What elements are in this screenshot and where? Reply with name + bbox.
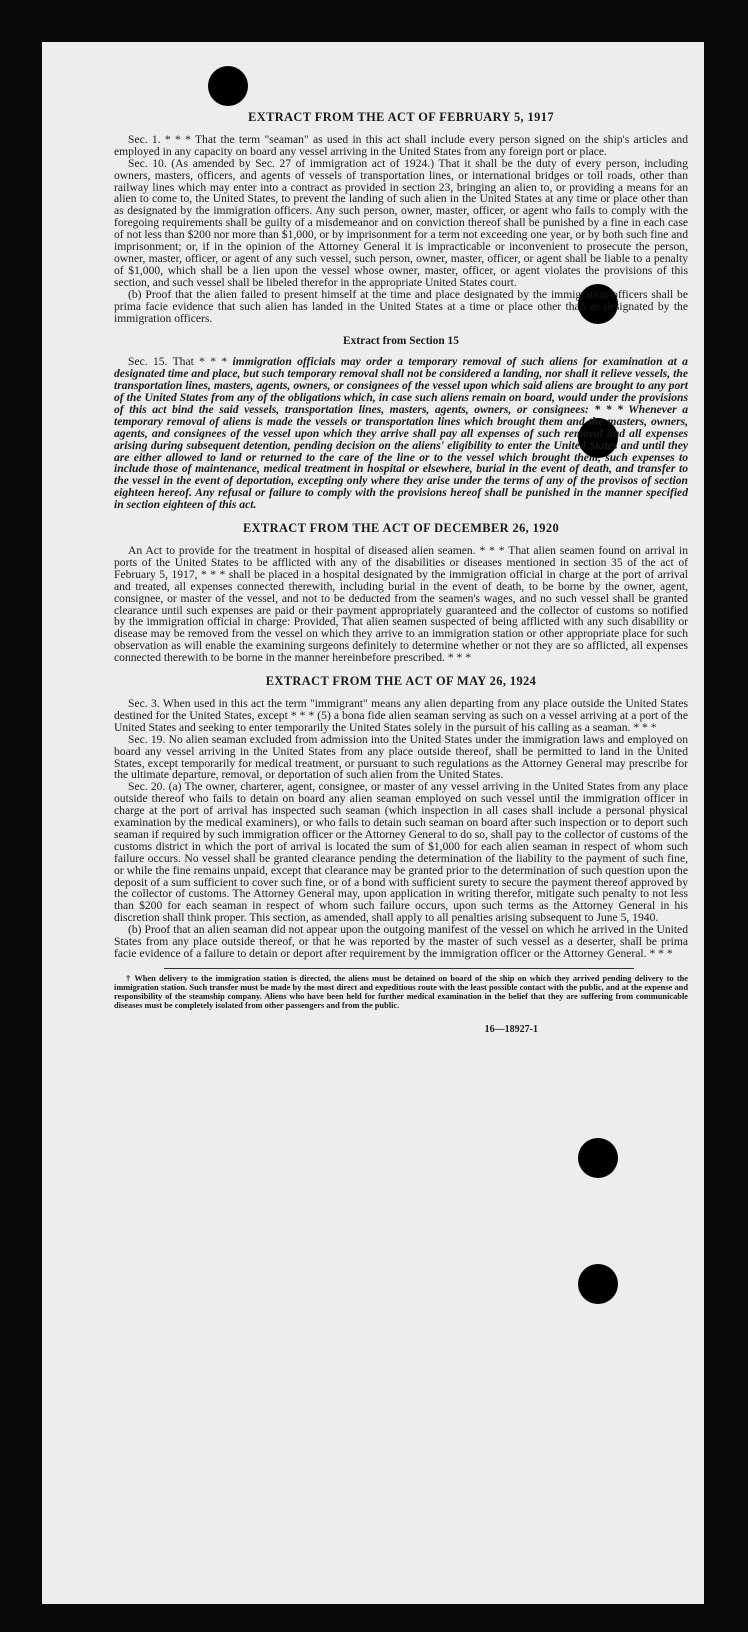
paragraph-sec-20-a: Sec. 20. (a) The owner, charterer, agent, consignee, or master of any vessel arriving in the United States from any place outside thereof who fails to detain on board any alien seaman employed on such vessel until the immigration officer in charge at the port of arrival has inspected such seaman (which inspection in all cases shall include a personal physical examination by the medical examiners), or who fails to detain such seaman on board after such inspection or to deport such seaman if required by such immigration officer or the Attorney General to do so, shall pay to the collector of customs of the customs district in which the port of arrival is located the sum of $1,000 for each alien seaman in respect of whom such failure occurs. No vessel shall be granted clearance pending the determination of the liability to the payment of such fine, or while the fine remains unpaid, except that clearance may be granted prior to the determination of such question upon the deposit of a sum sufficient to cover such fine, or of a bond with sufficient surety to secure the payment thereof approved by the collector of customs. The Attorney General may, upon application in writing therefor, mitigate such penalty to not less than $200 for each seaman in respect of whom such failure occurs, upon such terms as the Attorney General in his discretion shall think proper. This section, as amended, shall apply to all penalties arising subsequent to June 5, 1940. [114, 780, 688, 925]
footnote [114, 974, 688, 1010]
paragraph-sec-20-b: (b) Proof that an alien seaman did not appear upon the outgoing manifest of the vessel on which he arrived in the United States from any place outside thereof, or that he was reported by the master of such vessel as a deserter, shall be prima facie evidence of a failure to detain or deport after requirement by the immigration officer or the Attorney General. * * * [114, 923, 688, 960]
form-number: 16—18927-1 [484, 1023, 538, 1035]
punch-hole [578, 1138, 618, 1178]
section-subheading: Extract from Section 15 [343, 335, 459, 348]
paragraph-italic-text: immigration officials may order a temporary removal of such aliens for examination at a designated time and place, but such temporary removal shall not be considered a landing, nor shall it relieve vessels, the transportation lines, masters, agents, owners, or consignees of the vessel upon which said aliens are brought to any port of the United States from any of the obligations which, in case such aliens remain on board, would under the provisions of this act bind the said vessels, transportation lines, masters, agents, owners, or consignees: * * * Whenever a temporary removal of aliens is made the vessels or transportation lines which brought them and the masters, owners, agents, and consignees of the vessel upon which they arrive shall pay all expenses of such removal and all expenses arising during subsequent detention, pending decision on the aliens' eligibility to enter the United States and until they are either allowed to land or returned to the care of the line or to the vessel which brought them, such expenses to include those of maintenance, medical treatment in hospital or elsewhere, burial in the event of death, and transfer to the vessel in the event of deportation, excepting only where they arise under the terms of any of the provisos of section eighteen hereof. Any refusal or failure to comply with the provisions hereof shall be punished in the manner specified in section eighteen of this act. [114, 355, 688, 512]
paragraph-sec-15 [114, 356, 688, 511]
section-act-1917 [114, 112, 688, 324]
paragraph-act-1920: An Act to provide for the treatment in hospital of diseased alien seamen. * * * That alien seamen found on arrival in ports of the United States to be afflicted with any of the disabilities or diseases mentioned in section 35 of the act of February 5, 1917, * * * shall be placed in a hospital designated by the immigration official in charge at the port of arrival and treated, all expenses connected therewith, including burial in the event of death, to be borne by the owner, agent, consignee, or master of the vessel, and not to be deducted from the seamen's wages, and no such vessel shall be granted clearance until such expenses are paid or their payment appropriately guaranteed and the collector of customs so notified by the immigration official in charge: Provided, That alien seamen suspected of being afflicted with any such disability or disease may be removed from the vessel on which they arrive to an immigration station or other appropriate place for such observation as will enable the examining surgeons definitely to determine whether or not they are so afflicted, all expenses connected therewith to be borne in the manner hereinbefore prescribed. * * * [114, 544, 688, 665]
paragraph-sec-10: Sec. 10. (As amended by Sec. 27 of immigration act of 1924.) That it shall be the duty of every person, including owners, masters, officers, and agents of vessels of transportation lines, or international bridges or toll roads, other than railway lines which may enter into a contract as provided in section 23, bringing an alien to, or providing a means for an alien to come to, the United States, to prevent the landing of such alien in the United States at any time or place other than as designated by the immigration officers. Any such person, owner, master, officer, or agent who fails to comply with the foregoing requirements shall be guilty of a misdemeanor and on conviction thereof shall be punished by a fine in each case of not less than $200 nor more than $1,000, or by imprisonment for a term not exceeding one year, or by both such fine and imprisonment; or, if in the opinion of the Attorney General it is impracticable or inconvenient to prosecute the person, owner, master, officer, or agent of any such vessel, such person, owner, master, officer, or agent shall be liable to a penalty of $1,000, which shall be a lien upon the vessel whose owner, master, officer, or agent violates the provisions of this section, and such vessel shall be libeled therefor in the appropriate United States court. [114, 156, 688, 289]
paragraph-lead: Sec. 15. That * * * [128, 355, 228, 369]
section-heading: EXTRACT FROM THE ACT OF MAY 26, 1924 [265, 674, 537, 689]
section-act-1920 [114, 523, 688, 664]
section-act-1924 [114, 676, 688, 960]
paragraph-sec-10-b: (b) Proof that the alien failed to present himself at the time and place designated by the immigration officers shall be prima facie evidence that such alien has landed in the United States at a time or place other than as designated by the immigration officers. [114, 287, 688, 325]
punch-hole [208, 66, 248, 106]
footnote-text: † When delivery to the immigration station is directed, the aliens must be detained on board of the ship on which they arrived pending delivery to the immigration station. Such transfer must be made by the most direct and expeditious route with the least possible contact with the public, and at the expense and responsibility of the steamship company. Aliens who have been held for further medical examination in the belief that they are suffering from communicable diseases must be completely isolated from other passengers and from the public. [114, 973, 688, 1010]
section-heading: EXTRACT FROM THE ACT OF DECEMBER 26, 1920 [242, 521, 560, 536]
document-page [42, 42, 704, 1604]
footnote-divider [164, 968, 634, 969]
section-heading: EXTRACT FROM THE ACT OF FEBRUARY 5, 1917 [248, 110, 554, 124]
section-extract-15 [114, 336, 688, 511]
document-body [114, 112, 688, 1036]
paragraph-sec-19: Sec. 19. No alien seaman excluded from admission into the United States under the immigration laws and employed on board any vessel arriving in the United States from any place outside thereof, shall be permitted to land in the United States, except temporarily for medical treatment, or pursuant to such regulations as the Attorney General may prescribe for the ultimate departure, removal, or deportation of such alien from the United States. [114, 732, 688, 782]
paragraph-sec-3: Sec. 3. When used in this act the term "immigrant" means any alien departing from any place outside the United States destined for the United States, except * * * (5) a bona fide alien seaman serving as such on a vessel arriving at a port of the United States and seeking to enter temporarily the United States solely in the pursuit of his calling as a seaman. * * * [114, 696, 688, 734]
punch-hole [578, 1264, 618, 1304]
paragraph-sec-1: Sec. 1. * * * That the term "seaman" as used in this act shall include every person signed on the ship's articles and employed in any capacity on board any vessel arriving in the United States from any foreign port or place. [114, 132, 688, 158]
